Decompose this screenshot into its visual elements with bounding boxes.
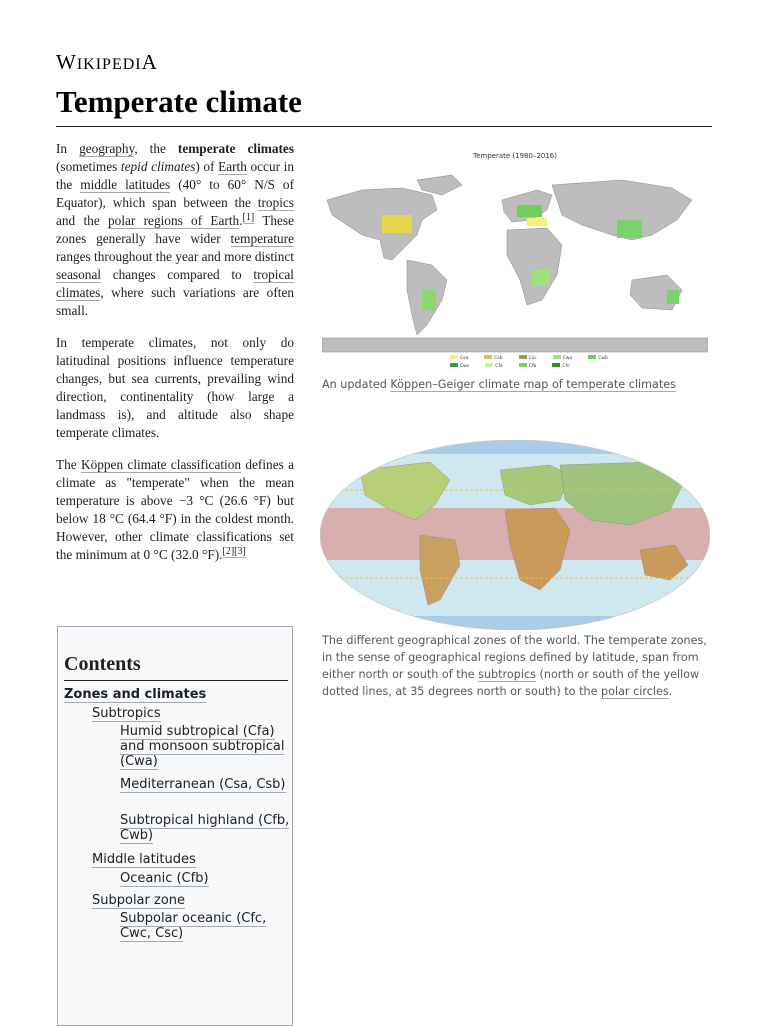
text: (sometimes xyxy=(56,159,121,174)
legend-csa xyxy=(450,355,468,361)
legend-cfb xyxy=(519,363,537,369)
link-polar-regions[interactable]: polar regions of Earth xyxy=(108,213,240,228)
toc-label: Subpolar zone xyxy=(92,893,186,908)
toc-label: Middle latitudes xyxy=(92,852,196,867)
text: changes compared to xyxy=(101,267,254,282)
legend-text: Cwa xyxy=(562,356,573,361)
legend-text: Csc xyxy=(528,356,537,361)
logo-final: A xyxy=(141,50,158,74)
link-earth[interactable]: Earth xyxy=(218,159,247,174)
paragraph-intro xyxy=(56,140,294,320)
toc-label: Zones and climates xyxy=(64,687,207,702)
figure1-caption xyxy=(322,376,708,393)
toc-label: Oceanic (Cfb) xyxy=(120,871,209,886)
legend-text: Cwb xyxy=(598,356,608,361)
paragraph-koppen xyxy=(56,456,294,564)
ref-2[interactable]: [2] xyxy=(222,545,235,557)
text: , the xyxy=(134,141,178,156)
article-body xyxy=(56,140,294,578)
text: ranges throughout the year and more distinct xyxy=(56,249,294,264)
page-title: Temperate climate xyxy=(56,84,302,119)
caption-text: (north or south of the yellow dotted lines, at 35 degrees north or south) to the xyxy=(322,668,700,698)
link-seasonal[interactable]: seasonal xyxy=(56,267,102,282)
wikipedia-logo[interactable] xyxy=(56,50,158,75)
ref-3[interactable]: [3] xyxy=(234,545,246,557)
toc-label: Subtropics xyxy=(92,706,161,721)
link-koppen[interactable]: Köppen climate classification xyxy=(81,457,242,472)
link-tropics[interactable]: tropics xyxy=(257,195,294,210)
legend-text: Cfa xyxy=(495,364,503,369)
text: . xyxy=(239,213,243,228)
legend-text: Cfc xyxy=(562,364,570,369)
bold-term: temperate climates xyxy=(177,141,295,156)
caption-text: . xyxy=(668,685,673,698)
ref-1[interactable]: [1] xyxy=(242,211,255,223)
link-polar-circles[interactable]: polar circles xyxy=(601,685,669,698)
legend-cwa xyxy=(553,355,573,361)
logo-initial: W xyxy=(56,50,77,74)
link-middle-latitudes[interactable]: middle latitudes xyxy=(80,177,171,192)
legend-text: Csa xyxy=(460,356,469,361)
text: , where such variations are often small. xyxy=(56,285,294,318)
figure2-caption xyxy=(322,632,708,700)
legend-text: Cwc xyxy=(460,364,470,369)
title-divider xyxy=(56,126,712,127)
legend-text: Cfb xyxy=(528,364,537,369)
toc-label: Subtropical highland (Cfb, Cwb) xyxy=(120,813,290,843)
table-of-contents xyxy=(57,626,293,1026)
link-koppen-geiger-map[interactable]: Köppen–Geiger climate map of temperate climates xyxy=(390,378,676,391)
link-temperature[interactable]: temperature xyxy=(230,231,294,246)
geographical-zones-map[interactable] xyxy=(320,440,710,630)
link-subtropics[interactable]: subtropics xyxy=(478,668,536,681)
legend-csc xyxy=(519,355,537,361)
toc-item-oceanic[interactable] xyxy=(120,871,290,886)
legend-cwc xyxy=(450,363,469,369)
text: These zones generally have wider xyxy=(56,213,294,246)
toc-heading: Contents xyxy=(64,653,288,681)
toc-label: Mediterranean (Csa, Csb) xyxy=(120,777,286,792)
legend-cfa xyxy=(485,363,502,369)
caption-text: An updated xyxy=(322,378,391,391)
italic-term: tepid climates xyxy=(120,159,196,174)
toc-item-zones[interactable] xyxy=(64,687,206,702)
legend-cfc xyxy=(552,363,569,369)
text: ) of xyxy=(195,159,219,174)
text: occur in the xyxy=(56,159,294,192)
map-legend-labels xyxy=(450,355,610,369)
text: defines a climate as "temperate" when the mean temperature is above −3 °C (26.6 °F) but below 18 °C (64.4 °F) in the coldest month. However, other climate classifications set the minimum at 0 °C (32.0 °F). xyxy=(56,457,295,562)
text: The xyxy=(56,457,81,472)
logo-middle: IKIPEDI xyxy=(76,56,142,73)
legend-cwb xyxy=(588,355,608,361)
toc-label: Humid subtropical (Cfa) and monsoon subtropical (Cwa) xyxy=(120,724,285,769)
toc-item-humid-subtropical[interactable] xyxy=(120,724,290,769)
koppen-temperate-map[interactable] xyxy=(322,140,708,358)
link-tropical-climates[interactable]: tropical climates xyxy=(56,267,294,300)
toc-item-subtropics[interactable] xyxy=(92,706,161,721)
legend-csb xyxy=(484,355,502,361)
paragraph-factors: In temperate climates, not only do latitudinal positions influence temperature changes, but sea currents, prevailing wind direction, continentality (how large a landmass is), and altitude also shape temperate climates. xyxy=(56,335,294,440)
toc-item-middle-latitudes[interactable] xyxy=(92,852,196,867)
text: (40° to 60° N/S of Equator), which span between the xyxy=(56,177,294,210)
text: In xyxy=(56,141,80,156)
toc-item-mediterranean[interactable] xyxy=(120,777,290,792)
toc-item-subpolar-zone[interactable] xyxy=(92,893,185,908)
map-title: Temperate (1980–2016) xyxy=(473,152,557,160)
toc-item-subpolar-oceanic[interactable] xyxy=(120,911,290,941)
caption-text: The different geographical zones of the world. The temperate zones, in the sense of geographical regions defined by latitude, span from either north or south of the xyxy=(322,634,707,681)
legend-text: Csb xyxy=(494,356,503,361)
text: and the xyxy=(56,213,109,228)
toc-item-subtropical-highland[interactable] xyxy=(120,813,290,843)
link-geography[interactable]: geography xyxy=(79,141,135,156)
toc-label: Subpolar oceanic (Cfc, Cwc, Csc) xyxy=(120,911,267,941)
